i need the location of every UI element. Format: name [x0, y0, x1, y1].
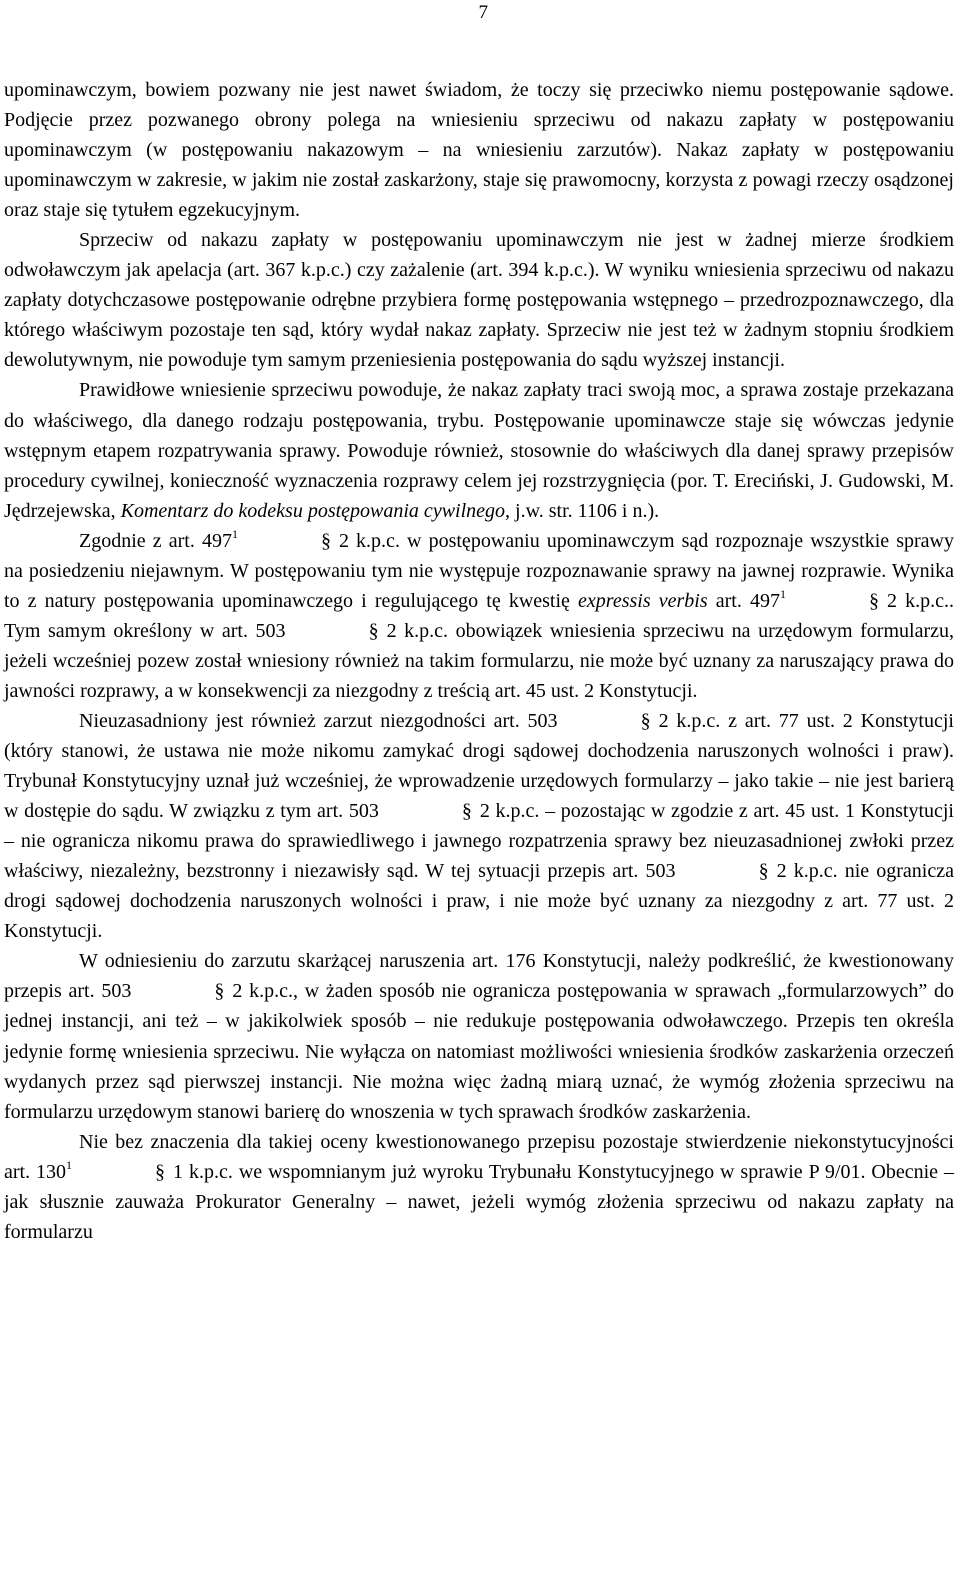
document-body [4, 75, 954, 1247]
paragraph-7-text-b: 1 k.p.c. we wspomnianym już wyroku Trybunału Konstytucyjnego w sprawie P 9/01. Obecnie – jak słusznie zauważa Prokurator Generalny – nawet, jeżeli wymóg złożenia sprzeciwu od nakazu zapłaty na formularzu [4, 1160, 954, 1243]
section-sign: § [640, 709, 651, 732]
page-number: 7 [478, 2, 488, 23]
latin-phrase: expressis verbis [578, 589, 708, 612]
paragraph-4-text-d: 2 k.p.c.. Tym samym określony w art. 503 [4, 589, 954, 642]
paragraph-5-text-b: 2 k.p.c. z art. 77 ust. 2 Konstytucji (który stanowi, że ustawa nie może nikomu zamykać drogi sądowej dochodzenia naruszonych wolności i praw). Trybunał Konstytucyjny uznał już wcześniej, że wprowadzenie urzędowych formularzy – jako takie – nie jest barierą w dostępie do sądu. W związku z tym art. 503 [4, 709, 954, 823]
cited-title: Komentarz do kodeksu postępowania cywilnego, [120, 499, 511, 522]
superscript: 1 [231, 526, 238, 541]
section-sign: § [461, 800, 472, 823]
paragraph-5 [4, 706, 954, 946]
paragraph-6 [4, 946, 954, 1126]
paragraph-5-text-a: Nieuzasadniony jest również zarzut niezgodności art. 503 [79, 709, 558, 732]
paragraph-3-citation: j.w. str. 1106 i n.). [510, 499, 660, 522]
paragraph-7 [4, 1127, 954, 1247]
paragraph-3 [4, 375, 954, 525]
section-sign: § [214, 980, 225, 1003]
paragraph-6-text-a: W odniesieniu do zarzutu skarżącej naruszenia art. 176 Konstytucji, należy podkreślić, że kwestionowany przepis art. 503 [4, 950, 954, 1003]
paragraph-4-text-b: 2 k.p.c. w postępowaniu upominawczym sąd rozpoznaje wszystkie sprawy na posiedzeniu niejawnym. W postępowaniu tym nie występuje rozpoznawanie sprawy na jawnej rozprawie. Wynika to z natury postępowania upominawczego i regulującego tę kwestię [4, 529, 955, 612]
paragraph-2-text: Sprzeciw od nakazu zapłaty w postępowaniu upominawczym nie jest w żadnej mierze środkiem odwoławczym jak apelacja (art. 367 k.p.c.) czy zażalenie (art. 394 k.p.c.). W wyniku wniesienia sprzeciwu od nakazu zapłaty dotychczasowe postępowanie odrębne przybiera formę postępowania wstępnego – przedrozpoznawczego, dla którego właściwym pozostaje ten sąd, który wydał nakaz zapłaty. Sprzeciw nie jest też w żadnym stopniu środkiem dewolutywnym, nie powoduje tym samym przeniesienia postępowania do sądu wyższej instancji. [4, 229, 954, 372]
paragraph-6-text-b: 2 k.p.c., w żaden sposób nie ogranicza postępowania w sprawach „formularzowych” do jednej instancji, ani też – w jakikolwiek sposób – nie redukuje postępowania odwoławczego. Przepis ten określa jedynie formę wniesienia sprzeciwu. Nie wyłącza on natomiast możliwości wniesienia środków zaskarżenia orzeczeń wydanych przez sąd pierwszej instancji. Nie można więc żadną miarą uznać, że wymóg złożenia sprzeciwu na formularzu urzędowym stanowi barierę do wnoszenia w tych sprawach środków zaskarżenia. [4, 980, 954, 1123]
paragraph-1 [4, 75, 954, 225]
paragraph-4-text-e: 2 k.p.c. obowiązek wniesienia sprzeciwu na urzędowym formularzu, jeżeli wcześniej pozew został wniesiony również na takim formularzu, nie może być uznany za naruszający prawa do jawności rozprawy, a w konsekwencji za niezgodny z treścią art. 45 ust. 2 Konstytucji. [4, 619, 954, 702]
section-sign: § [320, 529, 331, 552]
section-sign: § [368, 619, 379, 642]
paragraph-3-text: Prawidłowe wniesienie sprzeciwu powoduje, że nakaz zapłaty traci swoją moc, a sprawa zostaje przekazana do właściwego, dla danego rodzaju postępowania, trybu. Postępowanie upominawcze staje się wówczas jedynie wstępnym etapem rozpatrywania sprawy. Powoduje również, stosownie do właściwych dla danej sprawy przepisów procedury cywilnej, konieczność wyznaczenia rozprawy celem jej rozstrzygnięcia (por. T. Ereciński, J. Gudowski, M. Jędrzejewska, [4, 379, 954, 522]
paragraph-4 [4, 526, 954, 706]
paragraph-7-text-a: Nie bez znaczenia dla takiej oceny kwestionowanego przepisu pozostaje stwierdzenie niekonstytucyjności art. 130 [4, 1130, 954, 1183]
section-sign: § [868, 589, 879, 612]
superscript: 1 [779, 586, 786, 601]
paragraph-2 [4, 225, 954, 375]
paragraph-5-text-c: 2 k.p.c. – pozostając w zgodzie z art. 45 ust. 1 Konstytucji – nie ogranicza nikomu prawa do sprawiedliwego i jawnego rozpatrzenia sprawy bez nieuzasadnionej zwłoki przez właściwy, niezależny, bezstronny i niezawisły sąd. W tej sytuacji przepis art. 503 [4, 800, 954, 883]
section-sign: § [758, 860, 769, 883]
paragraph-1-text: upominawczym, bowiem pozwany nie jest nawet świadom, że toczy się przeciwko niemu postępowanie sądowe. Podjęcie przez pozwanego obrony polega na wniesieniu sprzeciwu od nakazu zapłaty w postępowaniu upominawczym (w postępowaniu nakazowym – na wniesieniu zarzutów). Nakaz zapłaty w postępowaniu upominawczym w zakresie, w jakim nie został zaskarżony, staje się prawomocny, korzysta z powagi rzeczy osądzonej oraz staje się tytułem egzekucyjnym. [4, 79, 954, 222]
paragraph-4-text-a: Zgodnie z art. 497 [79, 529, 232, 552]
superscript: 1 [66, 1157, 73, 1172]
section-sign: § [155, 1160, 166, 1183]
paragraph-4-text-c: art. 497 [707, 589, 780, 612]
paragraph-5-text-d: 2 k.p.c. nie ogranicza drogi sądowej dochodzenia naruszonych wolności i praw, i nie może być uznany za niezgodny z art. 77 ust. 2 Konstytucji. [4, 860, 954, 943]
